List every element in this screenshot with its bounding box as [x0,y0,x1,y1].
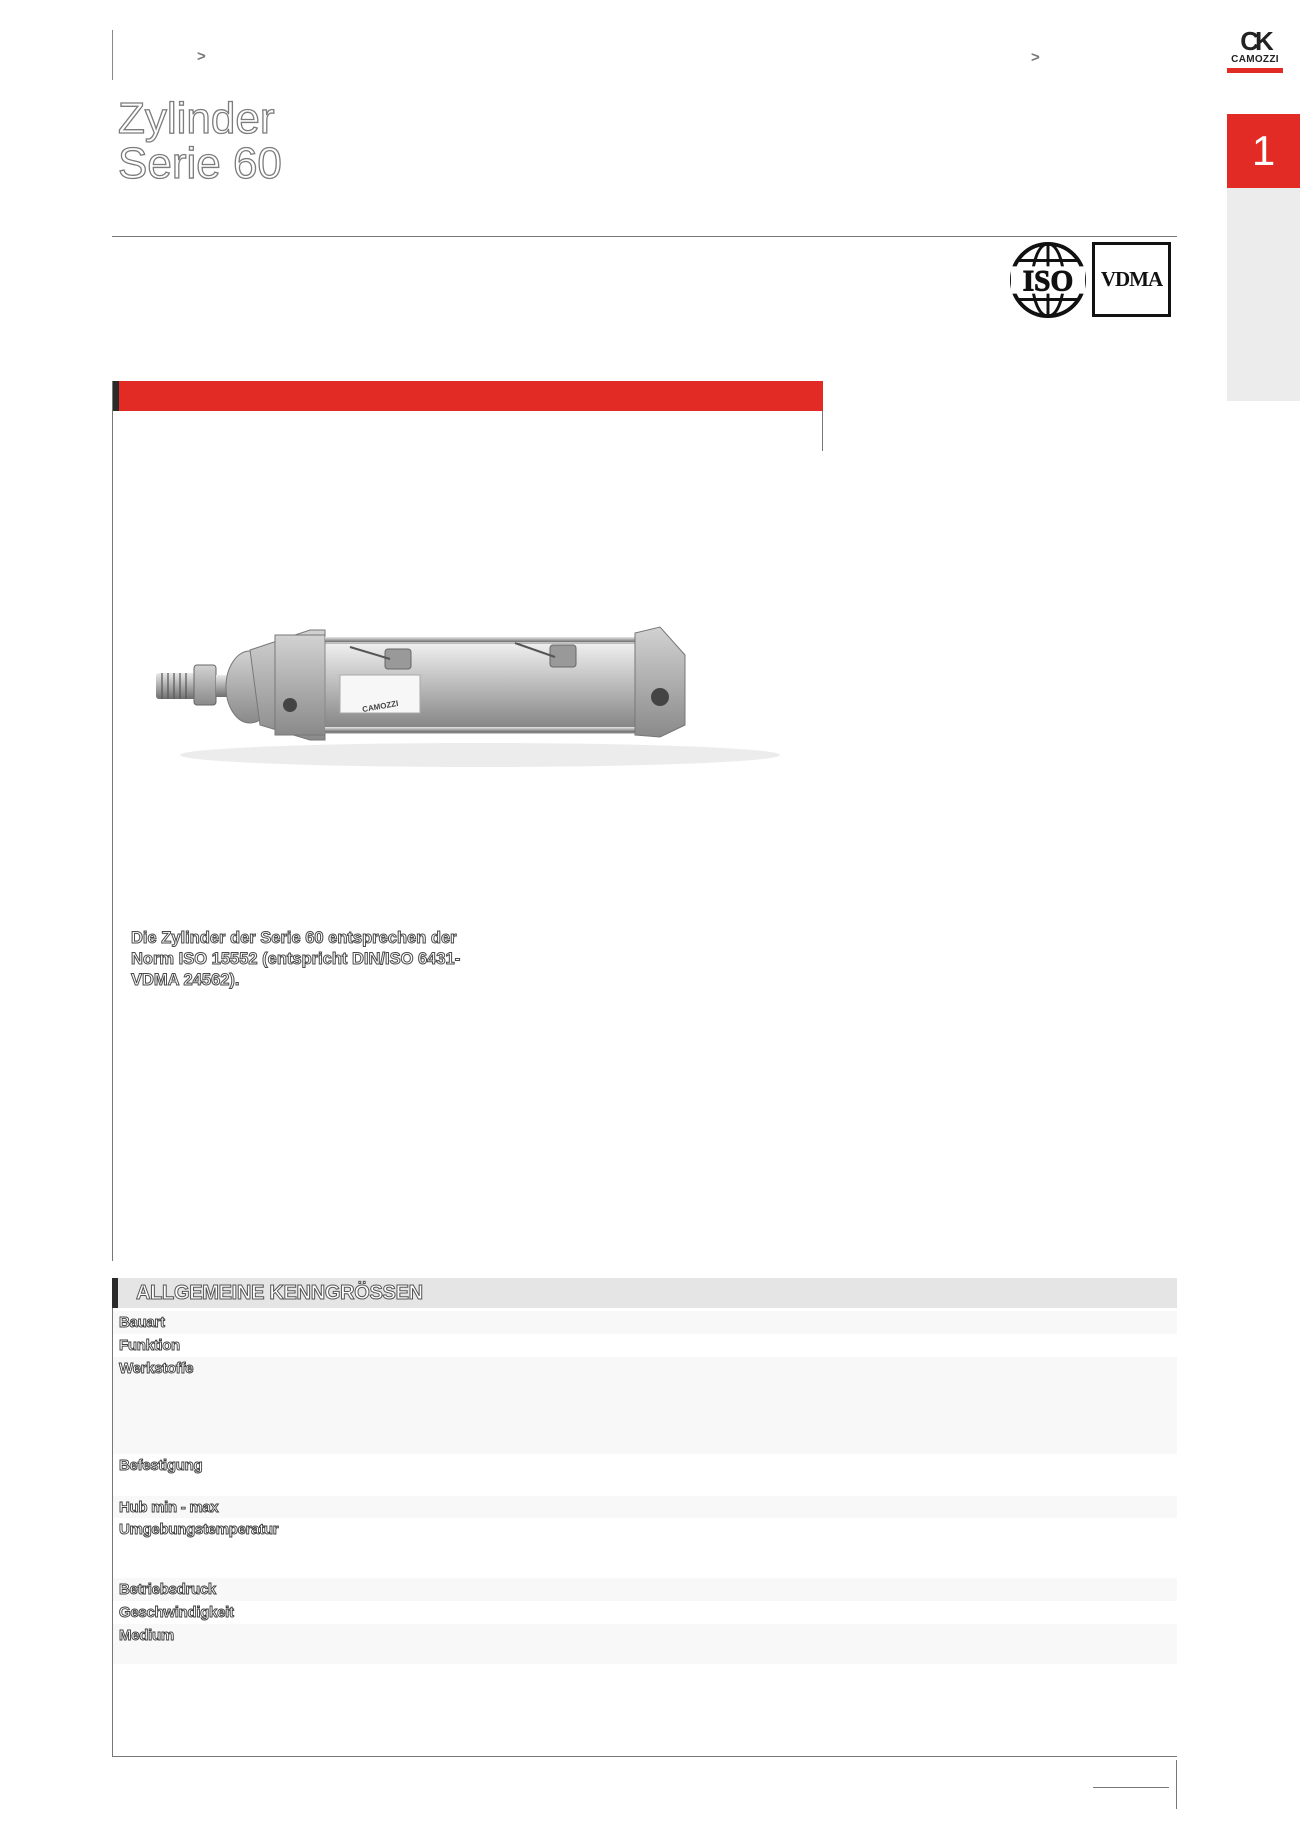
section-header-cap [112,1278,118,1308]
footer-rule [1093,1787,1169,1788]
spec-label: Bauart [119,1314,165,1331]
left-frame-line [112,1308,113,1756]
spec-label: Medium [119,1627,174,1644]
spec-row [112,1496,1177,1518]
spec-label: Geschwindigkeit [119,1604,234,1621]
spec-row [112,1578,1177,1601]
footer-divider [112,1756,1177,1757]
spec-label: Befestigung [119,1457,203,1474]
spec-row [112,1311,1177,1334]
spec-label: Hub min - max [119,1499,219,1516]
section-band-cap [112,381,119,411]
camozzi-logo [1226,28,1284,76]
logo-mark-icon: CK [1240,26,1270,56]
breadcrumb-arrow[interactable]: > [197,48,206,65]
logo-bar [1227,68,1283,73]
title-line-1: Zylinder [118,94,275,143]
spec-label: Betriebsdruck [119,1581,216,1598]
header-divider [112,30,113,80]
spec-label: Funktion [119,1337,180,1354]
spec-row [112,1334,1177,1357]
title-divider [112,236,1177,237]
section-title: ALLGEMEINE KENNGRÖSSEN [136,1282,423,1304]
iso-label: ISO [1022,265,1074,298]
title-line-2: Serie 60 [118,139,282,188]
footer-divider-vertical [1176,1760,1177,1809]
band-divider [822,411,823,451]
cylinder-product-image [150,605,790,775]
spec-row [112,1518,1177,1578]
iso-globe-icon [1009,241,1087,319]
spec-row [112,1357,1177,1454]
spec-row [112,1454,1177,1496]
product-description: Die Zylinder der Serie 60 entsprechen der Norm ISO 15552 (entspricht DIN/ISO 6431-VDMA 24562). [131,929,461,989]
product-label: CAMOZZI [361,698,399,715]
breadcrumb-arrow[interactable]: > [1031,49,1040,66]
left-frame-line [112,381,113,1261]
page-title [118,96,282,186]
section-band [112,381,823,411]
spec-row [112,1601,1177,1624]
chapter-number[interactable]: 1 [1227,114,1300,188]
spec-label: Umgebungstemperatur [119,1521,279,1538]
vdma-badge: VDMA [1092,242,1171,317]
spec-label: Werkstoffe [119,1360,194,1377]
spec-row [112,1624,1177,1664]
logo-text: CAMOZZI [1231,54,1279,65]
